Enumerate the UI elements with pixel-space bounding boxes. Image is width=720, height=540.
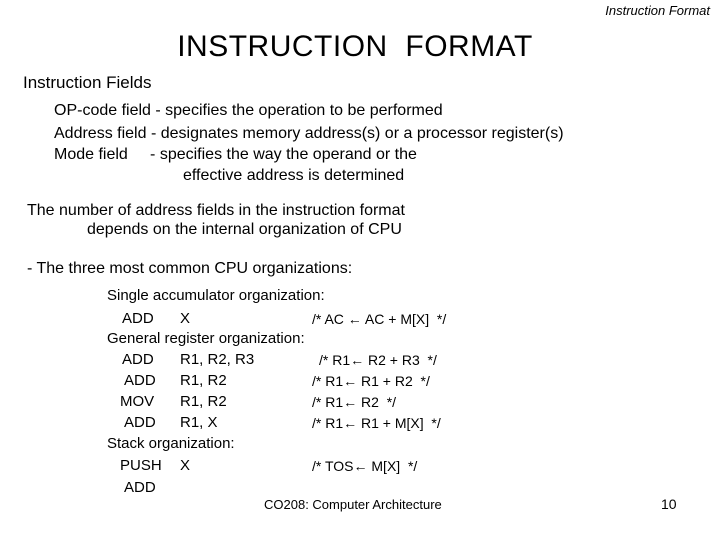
instruction-comment: /* R1← R1 + R2 */ bbox=[312, 373, 430, 389]
instruction-comment: /* TOS← M[X] */ bbox=[312, 458, 418, 474]
instruction-comment: /* R1← R1 + M[X] */ bbox=[312, 415, 441, 431]
page-number: 10 bbox=[661, 496, 677, 512]
stack-heading: Stack organization: bbox=[107, 435, 235, 452]
single-acc-heading: Single accumulator organization: bbox=[107, 287, 325, 304]
instruction-op: MOV bbox=[120, 393, 155, 410]
instruction-comment: /* R1← R2 + R3 */ bbox=[319, 352, 437, 368]
running-header: Instruction Format bbox=[605, 3, 710, 18]
organizations-intro: - The three most common CPU organizations: bbox=[27, 260, 353, 277]
instruction-comment: /* AC ← AC + M[X] */ bbox=[312, 311, 447, 327]
instruction-arg: R1, R2 bbox=[180, 393, 227, 410]
instruction-arg: R1, R2, R3 bbox=[180, 351, 255, 368]
instruction-op: ADD bbox=[124, 372, 156, 389]
paragraph-line-2: depends on the internal organization of CPU bbox=[87, 221, 402, 238]
field-line-mode-cont: effective address is determined bbox=[183, 167, 405, 184]
section-heading: Instruction Fields bbox=[23, 73, 152, 92]
instruction-arg: R1, X bbox=[180, 414, 218, 431]
instruction-op: PUSH bbox=[120, 457, 162, 474]
paragraph-line-1: The number of address fields in the instruction format bbox=[27, 202, 405, 219]
field-line-opcode: OP-code field - specifies the operation to be performed bbox=[54, 102, 443, 119]
instruction-op: ADD bbox=[122, 351, 154, 368]
field-line-mode: Mode field - specifies the way the operand or the bbox=[54, 146, 417, 163]
instruction-op: ADD bbox=[122, 310, 154, 327]
instruction-op: ADD bbox=[124, 414, 156, 431]
slide-title: INSTRUCTION FORMAT bbox=[177, 30, 533, 63]
general-reg-heading: General register organization: bbox=[107, 330, 305, 347]
instruction-op: ADD bbox=[124, 479, 156, 496]
instruction-arg: X bbox=[180, 310, 191, 327]
field-line-address: Address field - designates memory address(s) or a processor register(s) bbox=[54, 125, 564, 142]
instruction-arg: R1, R2 bbox=[180, 372, 227, 389]
instruction-arg: X bbox=[180, 457, 191, 474]
footer-course: CO208: Computer Architecture bbox=[264, 497, 442, 512]
instruction-comment: /* R1← R2 */ bbox=[312, 394, 397, 410]
